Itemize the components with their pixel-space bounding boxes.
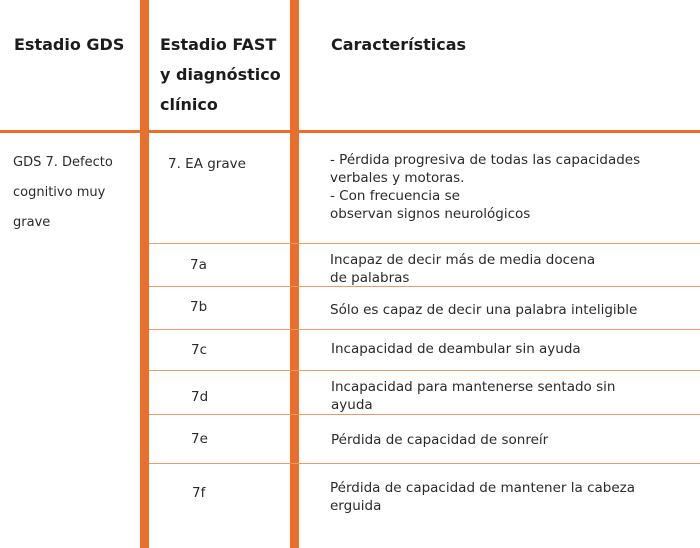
column-divider-2 — [290, 0, 299, 548]
characteristics-cell — [330, 301, 692, 319]
fast-cell: 7b — [190, 299, 208, 315]
characteristics-cell — [330, 151, 692, 223]
gds-stage-cell: GDS 7. Defecto cognitivo muy grave — [13, 155, 113, 230]
fast-cell: 7c — [191, 342, 208, 358]
characteristics-line: Pérdida de capacidad de mantener la cabeza — [330, 480, 636, 496]
header-gds-stage: Estadio GDS — [14, 35, 125, 54]
characteristics-cell — [330, 251, 692, 287]
characteristics-cell — [330, 479, 692, 515]
characteristics-line: ayuda — [331, 397, 373, 413]
characteristics-line: Incapacidad de deambular sin ayuda — [331, 341, 581, 357]
characteristics-line: de palabras — [330, 270, 410, 286]
characteristics-line: Incapacidad para mantenerse sentado sin — [331, 379, 616, 395]
fast-cell: 7a — [190, 257, 207, 273]
header-characteristics: Características — [331, 35, 467, 54]
characteristics-line: Incapaz de decir más de media docena — [330, 252, 596, 268]
characteristics-line: - Pérdida progresiva de todas las capacidades — [330, 152, 641, 168]
characteristics-line: - Con frecuencia se — [330, 188, 460, 204]
row-divider — [149, 243, 700, 244]
header-divider — [0, 130, 700, 133]
characteristics-line: Sólo es capaz de decir una palabra inteligible — [330, 302, 638, 318]
row-divider — [149, 329, 700, 330]
header-fast-stage: Estadio FAST y diagnóstico clínico — [160, 35, 281, 114]
column-divider-1 — [140, 0, 149, 548]
fast-cell: 7d — [191, 389, 209, 405]
characteristics-cell — [331, 340, 693, 358]
characteristics-line: verbales y motoras. — [330, 170, 465, 186]
row-divider — [149, 370, 700, 371]
characteristics-cell — [331, 378, 693, 414]
characteristics-line: erguida — [330, 498, 382, 514]
fast-cell: 7. EA grave — [168, 156, 246, 172]
row-divider — [149, 463, 700, 464]
characteristics-cell — [331, 431, 693, 449]
characteristics-line: observan signos neurológicos — [330, 206, 531, 222]
characteristics-line: Pérdida de capacidad de sonreír — [331, 432, 549, 448]
row-divider — [149, 414, 700, 415]
fast-cell: 7f — [192, 485, 206, 501]
fast-cell: 7e — [191, 431, 208, 447]
